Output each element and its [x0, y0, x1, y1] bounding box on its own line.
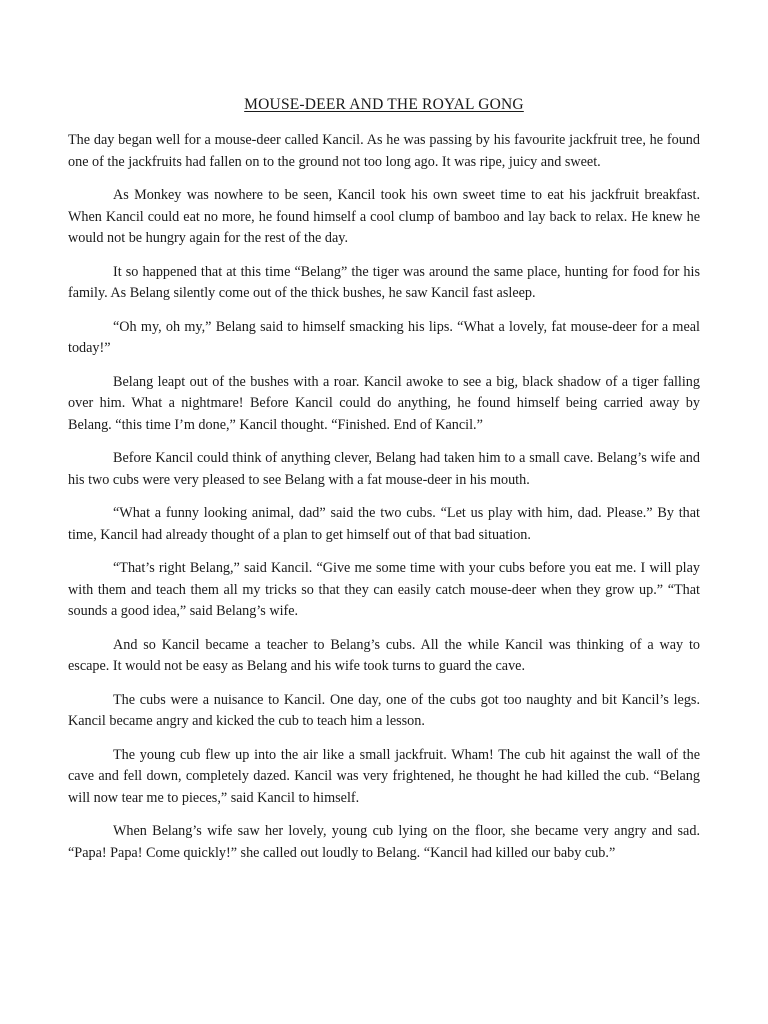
paragraph: Belang leapt out of the bushes with a roar. Kancil awoke to see a big, black shadow of a tiger falling over him. What a nightmare! Before Kancil could do anything, he found himself being carried away by Belang. “this time I’m done,” Kancil thought. “Finished. End of Kancil.” [68, 373, 700, 433]
paragraph: “What a funny looking animal, dad” said the two cubs. “Let us play with him, dad. Please.” By that time, Kancil had already thought of a plan to get himself out of that bad situation. [68, 505, 700, 543]
paragraph: Before Kancil could think of anything clever, Belang had taken him to a small cave. Belang’s wife and his two cubs were very pleased to see Belang with a fat mouse-deer in his mouth. [68, 450, 700, 488]
paragraph: When Belang’s wife saw her lovely, young cub lying on the floor, she became very angry and sad. “Papa! Papa! Come quickly!” she called out loudly to Belang. “Kancil had killed our baby cub.” [68, 823, 700, 861]
document-title: MOUSE-DEER AND THE ROYAL GONG [244, 96, 524, 113]
paragraph: The young cub flew up into the air like a small jackfruit. Wham! The cub hit against the wall of the cave and fell down, completely dazed. Kancil was very frightened, he thought he had killed the cub. “Belang will now tear me to pieces,” said Kancil to himself. [68, 746, 700, 806]
paragraph: As Monkey was nowhere to be seen, Kancil took his own sweet time to eat his jackfruit breakfast. When Kancil could eat no more, he found himself a cool clump of bamboo and lay back to relax. He knew he would not be hungry again for the rest of the day. [68, 187, 700, 246]
paragraph: It so happened that at this time “Belang” the tiger was around the same place, hunting for food for his family. As Belang silently come out of the thick bushes, he saw Kancil fast asleep. [68, 263, 700, 301]
paragraph: The day began well for a mouse-deer called Kancil. As he was passing by his favourite jackfruit tree, he found one of the jackfruits had fallen on to the ground not too long ago. It was ripe, juicy and sweet. [68, 132, 700, 170]
paragraph: The cubs were a nuisance to Kancil. One day, one of the cubs got too naughty and bit Kancil’s legs. Kancil became angry and kicked the cub to teach him a lesson. [68, 691, 700, 729]
paragraph: “Oh my, oh my,” Belang said to himself smacking his lips. “What a lovely, fat mouse-deer for a meal today!” [68, 318, 700, 356]
paragraph: And so Kancil became a teacher to Belang’s cubs. All the while Kancil was thinking of a way to escape. It would not be easy as Belang and his wife took turns to guard the cave. [68, 636, 700, 674]
document-body [68, 130, 700, 876]
paragraph: “That’s right Belang,” said Kancil. “Give me some time with your cubs before you eat me. I will play with them and teach them all my tricks so that they can easily catch mouse-deer when they grow up.” “That sounds a good idea,” said Belang’s wife. [68, 560, 700, 619]
